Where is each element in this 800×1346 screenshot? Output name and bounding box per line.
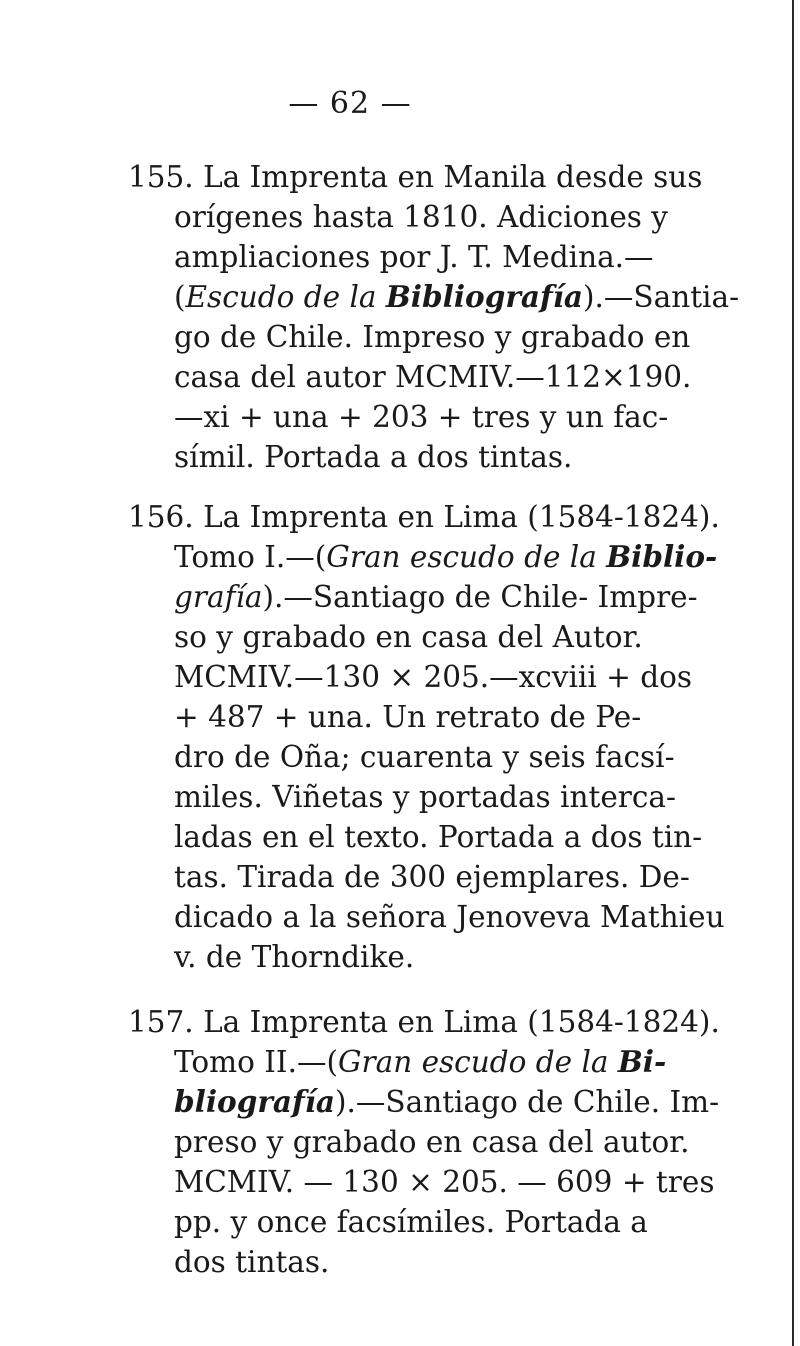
entry-line: preso y grabado en casa del autor.	[174, 1125, 690, 1159]
bold-italic-text: bliografía	[174, 1084, 336, 1119]
entry-line: bliografía).—Santiago de Chile. Im-	[174, 1084, 720, 1119]
entry-line: v. de Thorndike.	[174, 940, 415, 974]
entry-line: símil. Portada a dos tintas.	[174, 440, 573, 474]
entry-155	[128, 157, 768, 477]
italic-text: grafía	[174, 580, 263, 614]
page-edge-line	[792, 0, 794, 1346]
entry-157	[128, 1002, 768, 1282]
italic-text: Gran escudo de la	[337, 1045, 618, 1079]
entry-line: casa del autor MCMIV.—112×190.	[174, 360, 692, 394]
page-number: — 62 —	[288, 86, 412, 121]
entry-line: dro de Oña; cuarenta y seis facsí-	[174, 740, 675, 774]
bold-italic-text: Bibliografía	[385, 279, 584, 314]
entry-number: 157.	[128, 1005, 194, 1039]
entry-number: 155.	[128, 160, 194, 194]
entry-line: pp. y once facsímiles. Portada a	[174, 1205, 648, 1239]
entry-line: + 487 + una. Un retrato de Pe-	[174, 700, 642, 734]
entry-line: dicado a la señora Jenoveva Mathieu	[174, 900, 725, 934]
entry-number: 156.	[128, 500, 194, 534]
entry-line: dos tintas.	[174, 1245, 330, 1279]
entry-line: so y grabado en casa del Autor.	[174, 620, 643, 654]
entry-line: —xi + una + 203 + tres y un fac-	[174, 400, 669, 434]
entry-line: 156. La Imprenta en Lima (1584-1824).	[128, 500, 720, 534]
entry-line: 157. La Imprenta en Lima (1584-1824).	[128, 1005, 720, 1039]
entry-line: 155. La Imprenta en Manila desde sus	[128, 160, 703, 194]
italic-text: Escudo de la	[185, 280, 386, 314]
italic-text: Gran escudo de la	[326, 540, 607, 574]
entry-line: ampliaciones por J. T. Medina.—	[174, 240, 654, 274]
entry-line: go de Chile. Impreso y grabado en	[174, 320, 691, 354]
entry-line: (Escudo de la Bibliografía).—Santia-	[174, 279, 740, 314]
entry-line: ladas en el texto. Portada a dos tin-	[174, 820, 703, 854]
bold-italic-text: Bi-	[617, 1044, 667, 1079]
entry-line: miles. Viñetas y portadas interca-	[174, 780, 676, 814]
entry-line: grafía).—Santiago de Chile- Impre-	[174, 580, 698, 614]
entry-line: tas. Tirada de 300 ejemplares. De-	[174, 860, 690, 894]
entry-line: orígenes hasta 1810. Adiciones y	[174, 200, 668, 234]
entry-line: Tomo I.—(Gran escudo de la Biblio-	[174, 539, 718, 574]
bold-italic-text: Biblio-	[606, 539, 718, 574]
entry-line: MCMIV.—130 × 205.—xcviii + dos	[174, 660, 693, 694]
entry-156	[128, 497, 768, 977]
entry-line: MCMIV. — 130 × 205. — 609 + tres	[174, 1165, 715, 1199]
entry-line: Tomo II.—(Gran escudo de la Bi-	[174, 1044, 667, 1079]
